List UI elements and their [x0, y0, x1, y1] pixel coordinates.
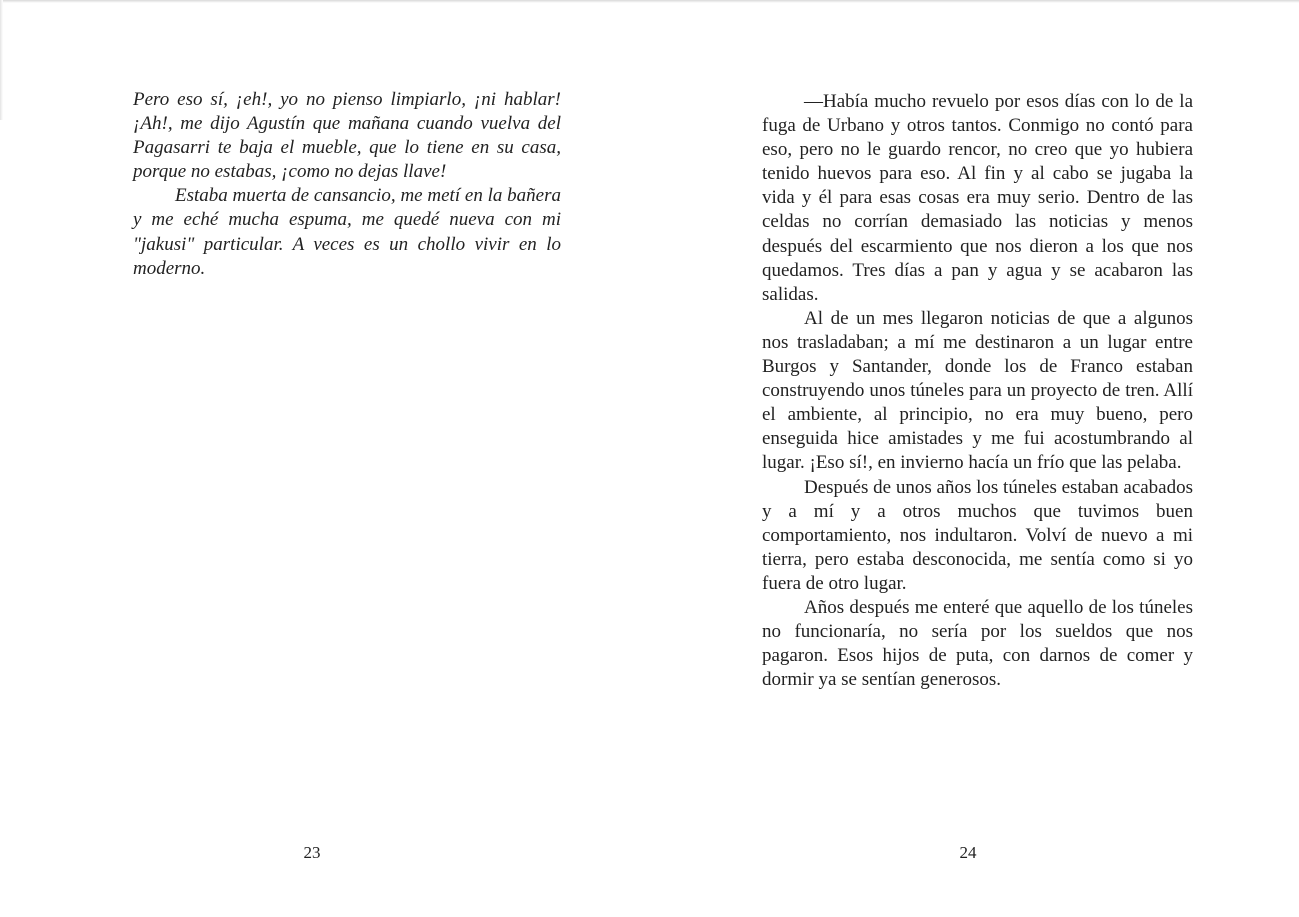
right-page: [650, 0, 1299, 917]
paragraph: Al de un mes llegaron noticias de que a algunos nos trasladaban; a mí me destinaron a un lugar entre Burgos y Santander, donde los de Franco estaban construyendo unos túneles para un proyecto de tren. Allí el ambiente, al principio, no era muy bueno, pero enseguida hice amistades y me fui acostumbrando al lugar. ¡Eso sí!, en invierno hacía un frío que las pelaba.: [762, 307, 1193, 474]
paragraph: Años después me enteré que aquello de los túneles no funcionaría, no sería por los sueldos que nos pagaron. Esos hijos de puta, con darnos de comer y dormir ya se sentían generosos.: [762, 596, 1193, 691]
page-number: 23: [303, 843, 321, 862]
page-number: 24: [959, 843, 977, 862]
left-page-text: [133, 88, 561, 281]
right-page-text: [762, 90, 1193, 692]
paragraph: —Había mucho revuelo por esos días con lo de la fuga de Urbano y otros tantos. Conmigo no contó para eso, pero no le guardo rencor, no creo que yo hubiera tenido huevos para eso. Al fin y al cabo se jugaba la vida y él para esas cosas era muy serio. Dentro de las celdas no corrían demasiado las noticias y menos después del escarmiento que nos dieron a los que nos quedamos. Tres días a pan y agua y se acabaron las salidas.: [762, 91, 1193, 305]
paragraph: Estaba muerta de cansancio, me metí en la bañera y me eché mucha espuma, me quedé nueva con mi "jakusi" particular. A veces es un chollo vivir en lo moderno.: [133, 185, 561, 279]
paragraph: Pero eso sí, ¡eh!, yo no pienso limpiarlo, ¡ni hablar! ¡Ah!, me dijo Agustín que mañana cuando vuelva del Pagasarri te baja el mueble, que lo tiene en su casa, porque no estabas, ¡como no dejas llave!: [133, 89, 561, 183]
paragraph: Después de unos años los túneles estaban acabados y a mí y a otros muchos que tuvimos buen comportamiento, nos indultaron. Volví de nuevo a mi tierra, pero estaba desconocida, me sentía como si yo fuera de otro lugar.: [762, 476, 1193, 594]
